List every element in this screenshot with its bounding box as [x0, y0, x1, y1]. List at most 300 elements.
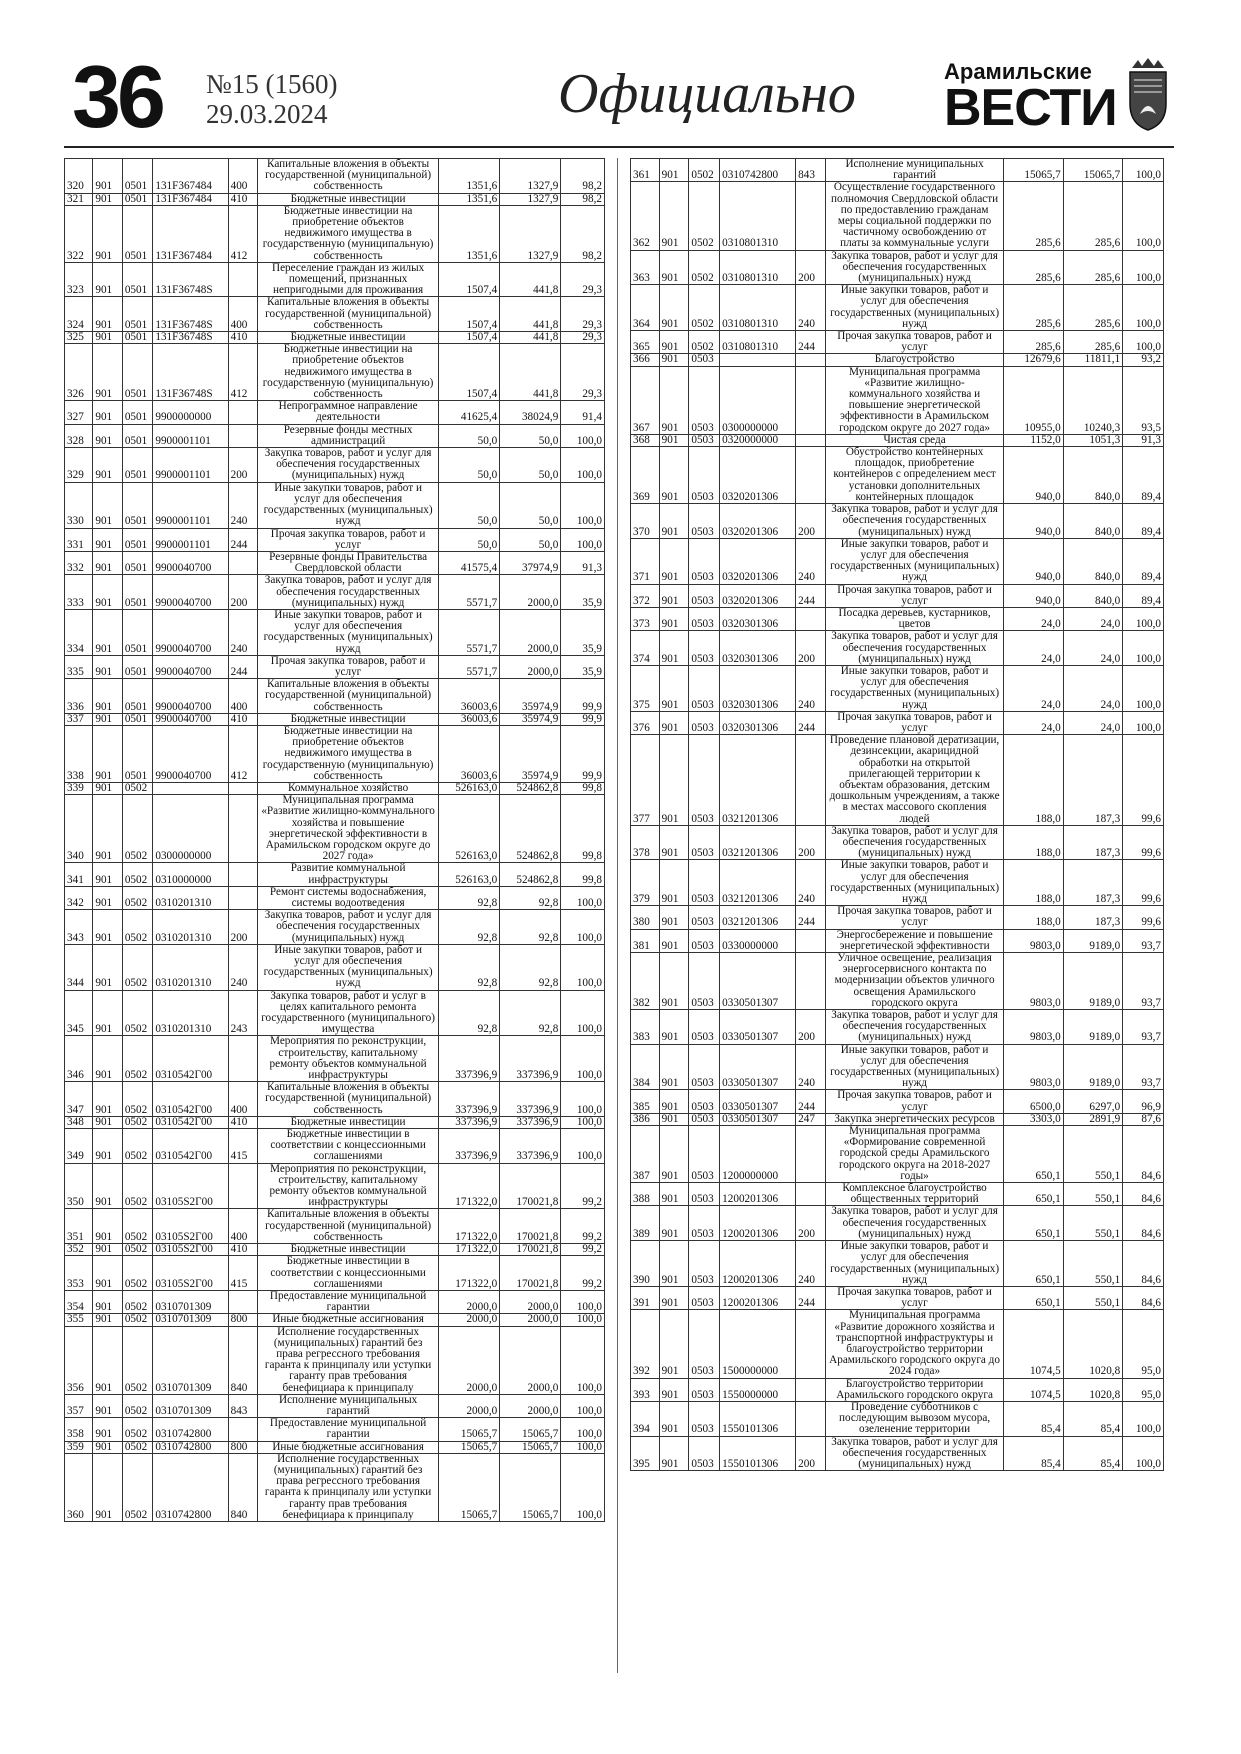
admin-code: 901 — [659, 735, 689, 826]
expense-type: 200 — [228, 910, 257, 945]
execution-percent: 89,4 — [1123, 538, 1164, 584]
admin-code: 901 — [93, 1394, 122, 1417]
row-number: 382 — [631, 953, 660, 1010]
planned-amount: 15065,7 — [439, 1418, 500, 1441]
row-number: 339 — [65, 782, 93, 794]
actual-amount: 170021,8 — [500, 1256, 561, 1291]
execution-percent: 96,9 — [1123, 1090, 1164, 1113]
expense-name: Иные закупки товаров, работ и услуг для обеспечения государственных (муниципальных) нужд — [825, 1044, 1003, 1090]
actual-amount: 15065,7 — [500, 1453, 561, 1521]
expense-name: Иные закупки товаров, работ и услуг для обеспечения государственных (муниципальных) нужд — [825, 538, 1003, 584]
table-row — [65, 424, 605, 447]
target-article: 0330000000 — [720, 929, 796, 952]
row-number: 394 — [631, 1401, 660, 1436]
expense-name: Прочая закупка товаров, работ и услуг — [825, 331, 1003, 354]
admin-code: 901 — [93, 944, 122, 990]
execution-percent: 87,6 — [1123, 1113, 1164, 1125]
row-number: 368 — [631, 434, 660, 446]
row-number: 322 — [65, 205, 93, 262]
row-number: 354 — [65, 1290, 93, 1313]
execution-percent: 93,7 — [1123, 1044, 1164, 1090]
actual-amount: 1327,9 — [500, 159, 561, 194]
section-code: 0502 — [122, 1163, 153, 1209]
table-row — [65, 1441, 605, 1453]
row-number: 328 — [65, 424, 93, 447]
row-number: 365 — [631, 331, 660, 354]
actual-amount: 441,8 — [500, 344, 561, 401]
admin-code: 901 — [93, 910, 122, 945]
row-number: 337 — [65, 713, 93, 725]
budget-table-right — [630, 158, 1164, 1471]
admin-code: 901 — [659, 504, 689, 539]
actual-amount: 170021,8 — [500, 1209, 561, 1244]
target-article: 03105S2Г00 — [153, 1244, 228, 1256]
actual-amount: 550,1 — [1063, 1286, 1122, 1309]
section-code: 0503 — [689, 1310, 720, 1378]
row-number: 334 — [65, 609, 93, 655]
row-number: 360 — [65, 1453, 93, 1521]
expense-name: Проведение субботников с последующим вывозом мусора, озеленение территории — [825, 1401, 1003, 1436]
admin-code: 901 — [659, 447, 689, 504]
admin-code: 901 — [93, 262, 122, 297]
expense-type — [228, 863, 257, 886]
target-article: 0320201306 — [720, 447, 796, 504]
section-code: 0502 — [689, 285, 720, 331]
actual-amount: 285,6 — [1063, 331, 1122, 354]
admin-code: 901 — [93, 990, 122, 1036]
admin-code: 901 — [93, 609, 122, 655]
table-row — [65, 795, 605, 863]
expense-name: Чистая среда — [825, 434, 1003, 446]
planned-amount: 188,0 — [1004, 906, 1063, 929]
admin-code: 901 — [93, 528, 122, 551]
execution-percent: 93,7 — [1123, 929, 1164, 952]
table-row — [631, 735, 1164, 826]
section-code: 0501 — [122, 401, 153, 424]
planned-amount: 1351,6 — [439, 159, 500, 194]
planned-amount: 650,1 — [1004, 1183, 1063, 1206]
actual-amount: 35974,9 — [500, 713, 561, 725]
target-article: 0321201306 — [720, 735, 796, 826]
section-code: 0503 — [689, 447, 720, 504]
actual-amount: 285,6 — [1063, 250, 1122, 285]
expense-name: Закупка энергетических ресурсов — [825, 1113, 1003, 1125]
section-code: 0501 — [122, 424, 153, 447]
table-row — [65, 1209, 605, 1244]
execution-percent: 35,9 — [561, 575, 605, 610]
execution-percent: 93,5 — [1123, 366, 1164, 434]
execution-percent: 91,4 — [561, 401, 605, 424]
table-row — [631, 159, 1164, 182]
admin-code: 901 — [93, 1441, 122, 1453]
table-row — [65, 1036, 605, 1082]
expense-type — [228, 795, 257, 863]
section-title: Официально — [558, 63, 856, 125]
section-code: 0502 — [122, 1418, 153, 1441]
section-code: 0501 — [122, 528, 153, 551]
admin-code: 901 — [93, 551, 122, 574]
section-code: 0503 — [689, 665, 720, 711]
expense-type: 200 — [796, 250, 826, 285]
table-row — [631, 1113, 1164, 1125]
actual-amount: 50,0 — [500, 528, 561, 551]
admin-code: 901 — [93, 1326, 122, 1394]
planned-amount: 50,0 — [439, 528, 500, 551]
target-article: 9900001101 — [153, 424, 228, 447]
table-row — [631, 1401, 1164, 1436]
section-code: 0503 — [689, 1010, 720, 1045]
section-code: 0501 — [122, 344, 153, 401]
left-column — [64, 158, 605, 1522]
expense-type: 840 — [228, 1326, 257, 1394]
planned-amount: 285,6 — [1004, 182, 1063, 250]
execution-percent: 100,0 — [561, 424, 605, 447]
planned-amount: 940,0 — [1004, 447, 1063, 504]
target-article: 1200000000 — [720, 1126, 796, 1183]
section-code: 0503 — [689, 1436, 720, 1471]
row-number: 335 — [65, 655, 93, 678]
section-code: 0503 — [689, 1378, 720, 1401]
table-row — [631, 607, 1164, 630]
planned-amount: 1507,4 — [439, 332, 500, 344]
target-article: 131F367484 — [153, 205, 228, 262]
planned-amount: 188,0 — [1004, 735, 1063, 826]
section-code: 0502 — [122, 990, 153, 1036]
expense-name: Иные закупки товаров, работ и услуг для обеспечения государственных (муниципальных) нужд — [825, 665, 1003, 711]
actual-amount: 170021,8 — [500, 1244, 561, 1256]
row-number: 389 — [631, 1206, 660, 1241]
admin-code: 901 — [659, 331, 689, 354]
admin-code: 901 — [93, 1129, 122, 1164]
actual-amount: 2000,0 — [500, 655, 561, 678]
section-code: 0502 — [122, 1453, 153, 1521]
execution-percent: 100,0 — [561, 1314, 605, 1326]
actual-amount: 2000,0 — [500, 1290, 561, 1313]
planned-amount: 650,1 — [1004, 1126, 1063, 1183]
actual-amount: 1327,9 — [500, 205, 561, 262]
actual-amount: 24,0 — [1063, 711, 1122, 734]
expense-name: Иные бюджетные ассигнования — [258, 1441, 439, 1453]
admin-code: 901 — [659, 1310, 689, 1378]
planned-amount: 24,0 — [1004, 711, 1063, 734]
table-row — [65, 1082, 605, 1117]
expense-name: Закупка товаров, работ и услуг для обеспечения государственных (муниципальных) нужд — [258, 910, 439, 945]
expense-name: Исполнение государственных (муниципальных) гарантий без права регрессного требования гаранта к принципалу или уступки гаранту прав требования бенефициара к принципалу — [258, 1326, 439, 1394]
row-number: 336 — [65, 679, 93, 714]
expense-name: Иные бюджетные ассигнования — [258, 1314, 439, 1326]
table-row — [65, 863, 605, 886]
execution-percent: 84,6 — [1123, 1183, 1164, 1206]
expense-type: 410 — [228, 332, 257, 344]
admin-code: 901 — [659, 906, 689, 929]
execution-percent: 91,3 — [1123, 434, 1164, 446]
target-article: 0320201306 — [720, 538, 796, 584]
actual-amount: 10240,3 — [1063, 366, 1122, 434]
actual-amount: 524862,8 — [500, 782, 561, 794]
logo-main-text: ВЕСТИ — [944, 79, 1117, 137]
table-row — [65, 1163, 605, 1209]
table-row — [631, 1044, 1164, 1090]
expense-name: Закупка товаров, работ и услуг для обеспечения государственных (муниципальных) нужд — [825, 1206, 1003, 1241]
target-article: 0310201310 — [153, 944, 228, 990]
admin-code: 901 — [659, 631, 689, 666]
table-row — [65, 1453, 605, 1521]
actual-amount: 92,8 — [500, 910, 561, 945]
section-code: 0501 — [122, 262, 153, 297]
table-row — [65, 886, 605, 909]
section-code: 0502 — [122, 795, 153, 863]
expense-type: 240 — [228, 944, 257, 990]
table-row — [631, 1436, 1164, 1471]
planned-amount: 10955,0 — [1004, 366, 1063, 434]
expense-type: 800 — [228, 1441, 257, 1453]
actual-amount: 441,8 — [500, 297, 561, 332]
admin-code: 901 — [93, 401, 122, 424]
row-number: 324 — [65, 297, 93, 332]
admin-code: 901 — [93, 886, 122, 909]
actual-amount: 2000,0 — [500, 1314, 561, 1326]
admin-code: 901 — [659, 159, 689, 182]
admin-code: 901 — [659, 1126, 689, 1183]
section-code: 0503 — [689, 711, 720, 734]
page-number: 36 — [72, 47, 162, 146]
admin-code: 901 — [659, 825, 689, 860]
planned-amount: 15065,7 — [1004, 159, 1063, 182]
table-row — [65, 1314, 605, 1326]
execution-percent: 100,0 — [561, 1394, 605, 1417]
expense-name: Уличное освещение, реализация энергосервисного контакта по модернизации объектов уличного освещения Арамильского городского округа — [825, 953, 1003, 1010]
row-number: 352 — [65, 1244, 93, 1256]
row-number: 391 — [631, 1286, 660, 1309]
expense-name: Иные закупки товаров, работ и услуг для обеспечения государственных (муниципальных) нужд — [825, 1241, 1003, 1287]
row-number: 338 — [65, 725, 93, 782]
expense-type — [228, 262, 257, 297]
expense-name: Иные закупки товаров, работ и услуг для обеспечения государственных (муниципальных) нужд — [258, 944, 439, 990]
admin-code: 901 — [659, 860, 689, 906]
admin-code: 901 — [93, 1314, 122, 1326]
target-article: 9900040700 — [153, 551, 228, 574]
execution-percent: 98,2 — [561, 159, 605, 194]
expense-type: 800 — [228, 1314, 257, 1326]
row-number: 321 — [65, 193, 93, 205]
actual-amount: 1327,9 — [500, 193, 561, 205]
table-row — [631, 366, 1164, 434]
execution-percent: 100,0 — [561, 528, 605, 551]
section-code: 0503 — [689, 607, 720, 630]
admin-code: 901 — [93, 713, 122, 725]
table-row — [631, 1183, 1164, 1206]
planned-amount: 36003,6 — [439, 679, 500, 714]
execution-percent: 93,7 — [1123, 1010, 1164, 1045]
planned-amount: 526163,0 — [439, 795, 500, 863]
table-row — [631, 711, 1164, 734]
table-row — [631, 1010, 1164, 1045]
row-number: 344 — [65, 944, 93, 990]
execution-percent: 100,0 — [1123, 1436, 1164, 1471]
row-number: 330 — [65, 482, 93, 528]
header-rule — [64, 146, 1174, 148]
expense-type — [796, 1183, 826, 1206]
planned-amount: 171322,0 — [439, 1163, 500, 1209]
expense-name: Закупка товаров, работ и услуг для обеспечения государственных (муниципальных) нужд — [825, 504, 1003, 539]
planned-amount: 5571,7 — [439, 575, 500, 610]
planned-amount: 188,0 — [1004, 825, 1063, 860]
actual-amount: 50,0 — [500, 424, 561, 447]
target-article: 1550101306 — [720, 1436, 796, 1471]
page-header — [64, 47, 1174, 146]
execution-percent: 99,6 — [1123, 860, 1164, 906]
expense-type — [228, 1418, 257, 1441]
expense-type — [228, 401, 257, 424]
table-row — [631, 665, 1164, 711]
expense-type: 244 — [228, 528, 257, 551]
target-article: 0300000000 — [720, 366, 796, 434]
table-row — [65, 944, 605, 990]
section-code: 0502 — [122, 1394, 153, 1417]
row-number: 329 — [65, 448, 93, 483]
section-code: 0503 — [689, 538, 720, 584]
section-code: 0502 — [122, 1314, 153, 1326]
execution-percent: 100,0 — [561, 1290, 605, 1313]
row-number: 343 — [65, 910, 93, 945]
actual-amount: 840,0 — [1063, 447, 1122, 504]
table-row — [65, 910, 605, 945]
actual-amount: 2000,0 — [500, 1394, 561, 1417]
expense-type: 200 — [796, 1206, 826, 1241]
actual-amount: 9189,0 — [1063, 929, 1122, 952]
planned-amount: 92,8 — [439, 910, 500, 945]
target-article: 0310801310 — [720, 250, 796, 285]
target-article — [153, 782, 228, 794]
execution-percent: 100,0 — [1123, 1401, 1164, 1436]
target-article: 0330501307 — [720, 1010, 796, 1045]
target-article: 0321201306 — [720, 906, 796, 929]
section-code: 0502 — [122, 944, 153, 990]
row-number: 345 — [65, 990, 93, 1036]
target-article: 0320301306 — [720, 665, 796, 711]
target-article: 1550000000 — [720, 1378, 796, 1401]
admin-code: 901 — [659, 953, 689, 1010]
expense-type — [796, 434, 826, 446]
execution-percent: 100,0 — [561, 1418, 605, 1441]
admin-code: 901 — [93, 1453, 122, 1521]
execution-percent: 100,0 — [561, 448, 605, 483]
row-number: 392 — [631, 1310, 660, 1378]
target-article: 9900000000 — [153, 401, 228, 424]
row-number: 356 — [65, 1326, 93, 1394]
admin-code: 901 — [93, 575, 122, 610]
planned-amount: 9803,0 — [1004, 953, 1063, 1010]
row-number: 358 — [65, 1418, 93, 1441]
expense-name: Комплексное благоустройство общественных территорий — [825, 1183, 1003, 1206]
admin-code: 901 — [659, 1436, 689, 1471]
actual-amount: 35974,9 — [500, 725, 561, 782]
section-code: 0501 — [122, 482, 153, 528]
target-article: 0310801310 — [720, 182, 796, 250]
planned-amount: 36003,6 — [439, 725, 500, 782]
target-article: 0310801310 — [720, 331, 796, 354]
expense-type: 244 — [796, 1286, 826, 1309]
section-code: 0502 — [122, 1116, 153, 1128]
execution-percent: 89,4 — [1123, 504, 1164, 539]
actual-amount: 85,4 — [1063, 1401, 1122, 1436]
planned-amount: 1152,0 — [1004, 434, 1063, 446]
expense-type: 843 — [796, 159, 826, 182]
expense-type — [796, 1126, 826, 1183]
execution-percent: 99,6 — [1123, 825, 1164, 860]
section-code: 0502 — [122, 886, 153, 909]
expense-name: Закупка товаров, работ и услуг для обеспечения государственных (муниципальных) нужд — [825, 1436, 1003, 1471]
planned-amount: 337396,9 — [439, 1036, 500, 1082]
execution-percent: 99,2 — [561, 1256, 605, 1291]
execution-percent: 93,7 — [1123, 953, 1164, 1010]
expense-type: 240 — [796, 285, 826, 331]
admin-code: 901 — [659, 434, 689, 446]
execution-percent: 29,3 — [561, 297, 605, 332]
section-code: 0503 — [689, 953, 720, 1010]
table-row — [65, 679, 605, 714]
planned-amount: 337396,9 — [439, 1129, 500, 1164]
planned-amount: 1507,4 — [439, 262, 500, 297]
row-number: 357 — [65, 1394, 93, 1417]
expense-name: Бюджетные инвестиции — [258, 1244, 439, 1256]
execution-percent: 100,0 — [1123, 331, 1164, 354]
actual-amount: 24,0 — [1063, 665, 1122, 711]
section-code: 0502 — [122, 1209, 153, 1244]
expense-name: Закупка товаров, работ и услуг в целях капитального ремонта государственного (муниципального) имущества — [258, 990, 439, 1036]
expense-name: Непрограммное направление деятельности — [258, 401, 439, 424]
planned-amount: 9803,0 — [1004, 929, 1063, 952]
target-article: 0330501307 — [720, 953, 796, 1010]
row-number: 390 — [631, 1241, 660, 1287]
expense-name: Энергосбережение и повышение энергетической эффективности — [825, 929, 1003, 952]
section-code: 0501 — [122, 679, 153, 714]
admin-code: 901 — [93, 795, 122, 863]
row-number: 361 — [631, 159, 660, 182]
section-code: 0502 — [122, 1036, 153, 1082]
expense-name: Закупка товаров, работ и услуг для обеспечения государственных (муниципальных) нужд — [825, 250, 1003, 285]
expense-type: 244 — [796, 711, 826, 734]
planned-amount: 9803,0 — [1004, 1010, 1063, 1045]
actual-amount: 6297,0 — [1063, 1090, 1122, 1113]
expense-name: Иные закупки товаров, работ и услуг для обеспечения государственных (муниципальных) нужд — [825, 285, 1003, 331]
row-number: 348 — [65, 1116, 93, 1128]
expense-name: Бюджетные инвестиции на приобретение объектов недвижимого имущества в государственную (муниципальную) собственность — [258, 205, 439, 262]
execution-percent: 100,0 — [1123, 285, 1164, 331]
table-row — [65, 448, 605, 483]
expense-type: 244 — [228, 655, 257, 678]
expense-name: Развитие коммунальной инфраструктуры — [258, 863, 439, 886]
execution-percent: 100,0 — [1123, 182, 1164, 250]
expense-type: 240 — [796, 538, 826, 584]
target-article: 131F367484 — [153, 193, 228, 205]
row-number: 359 — [65, 1441, 93, 1453]
expense-type: 410 — [228, 713, 257, 725]
actual-amount: 24,0 — [1063, 631, 1122, 666]
expense-type: 410 — [228, 1244, 257, 1256]
table-row — [631, 1206, 1164, 1241]
expense-name: Прочая закупка товаров, работ и услуг — [825, 711, 1003, 734]
actual-amount: 550,1 — [1063, 1126, 1122, 1183]
target-article: 0310201310 — [153, 910, 228, 945]
row-number: 380 — [631, 906, 660, 929]
expense-type: 400 — [228, 1082, 257, 1117]
target-article: 0321201306 — [720, 825, 796, 860]
actual-amount: 170021,8 — [500, 1163, 561, 1209]
expense-name: Иные закупки товаров, работ и услуг для обеспечения государственных (муниципальных) нужд — [258, 482, 439, 528]
expense-type — [228, 551, 257, 574]
admin-code: 901 — [659, 250, 689, 285]
